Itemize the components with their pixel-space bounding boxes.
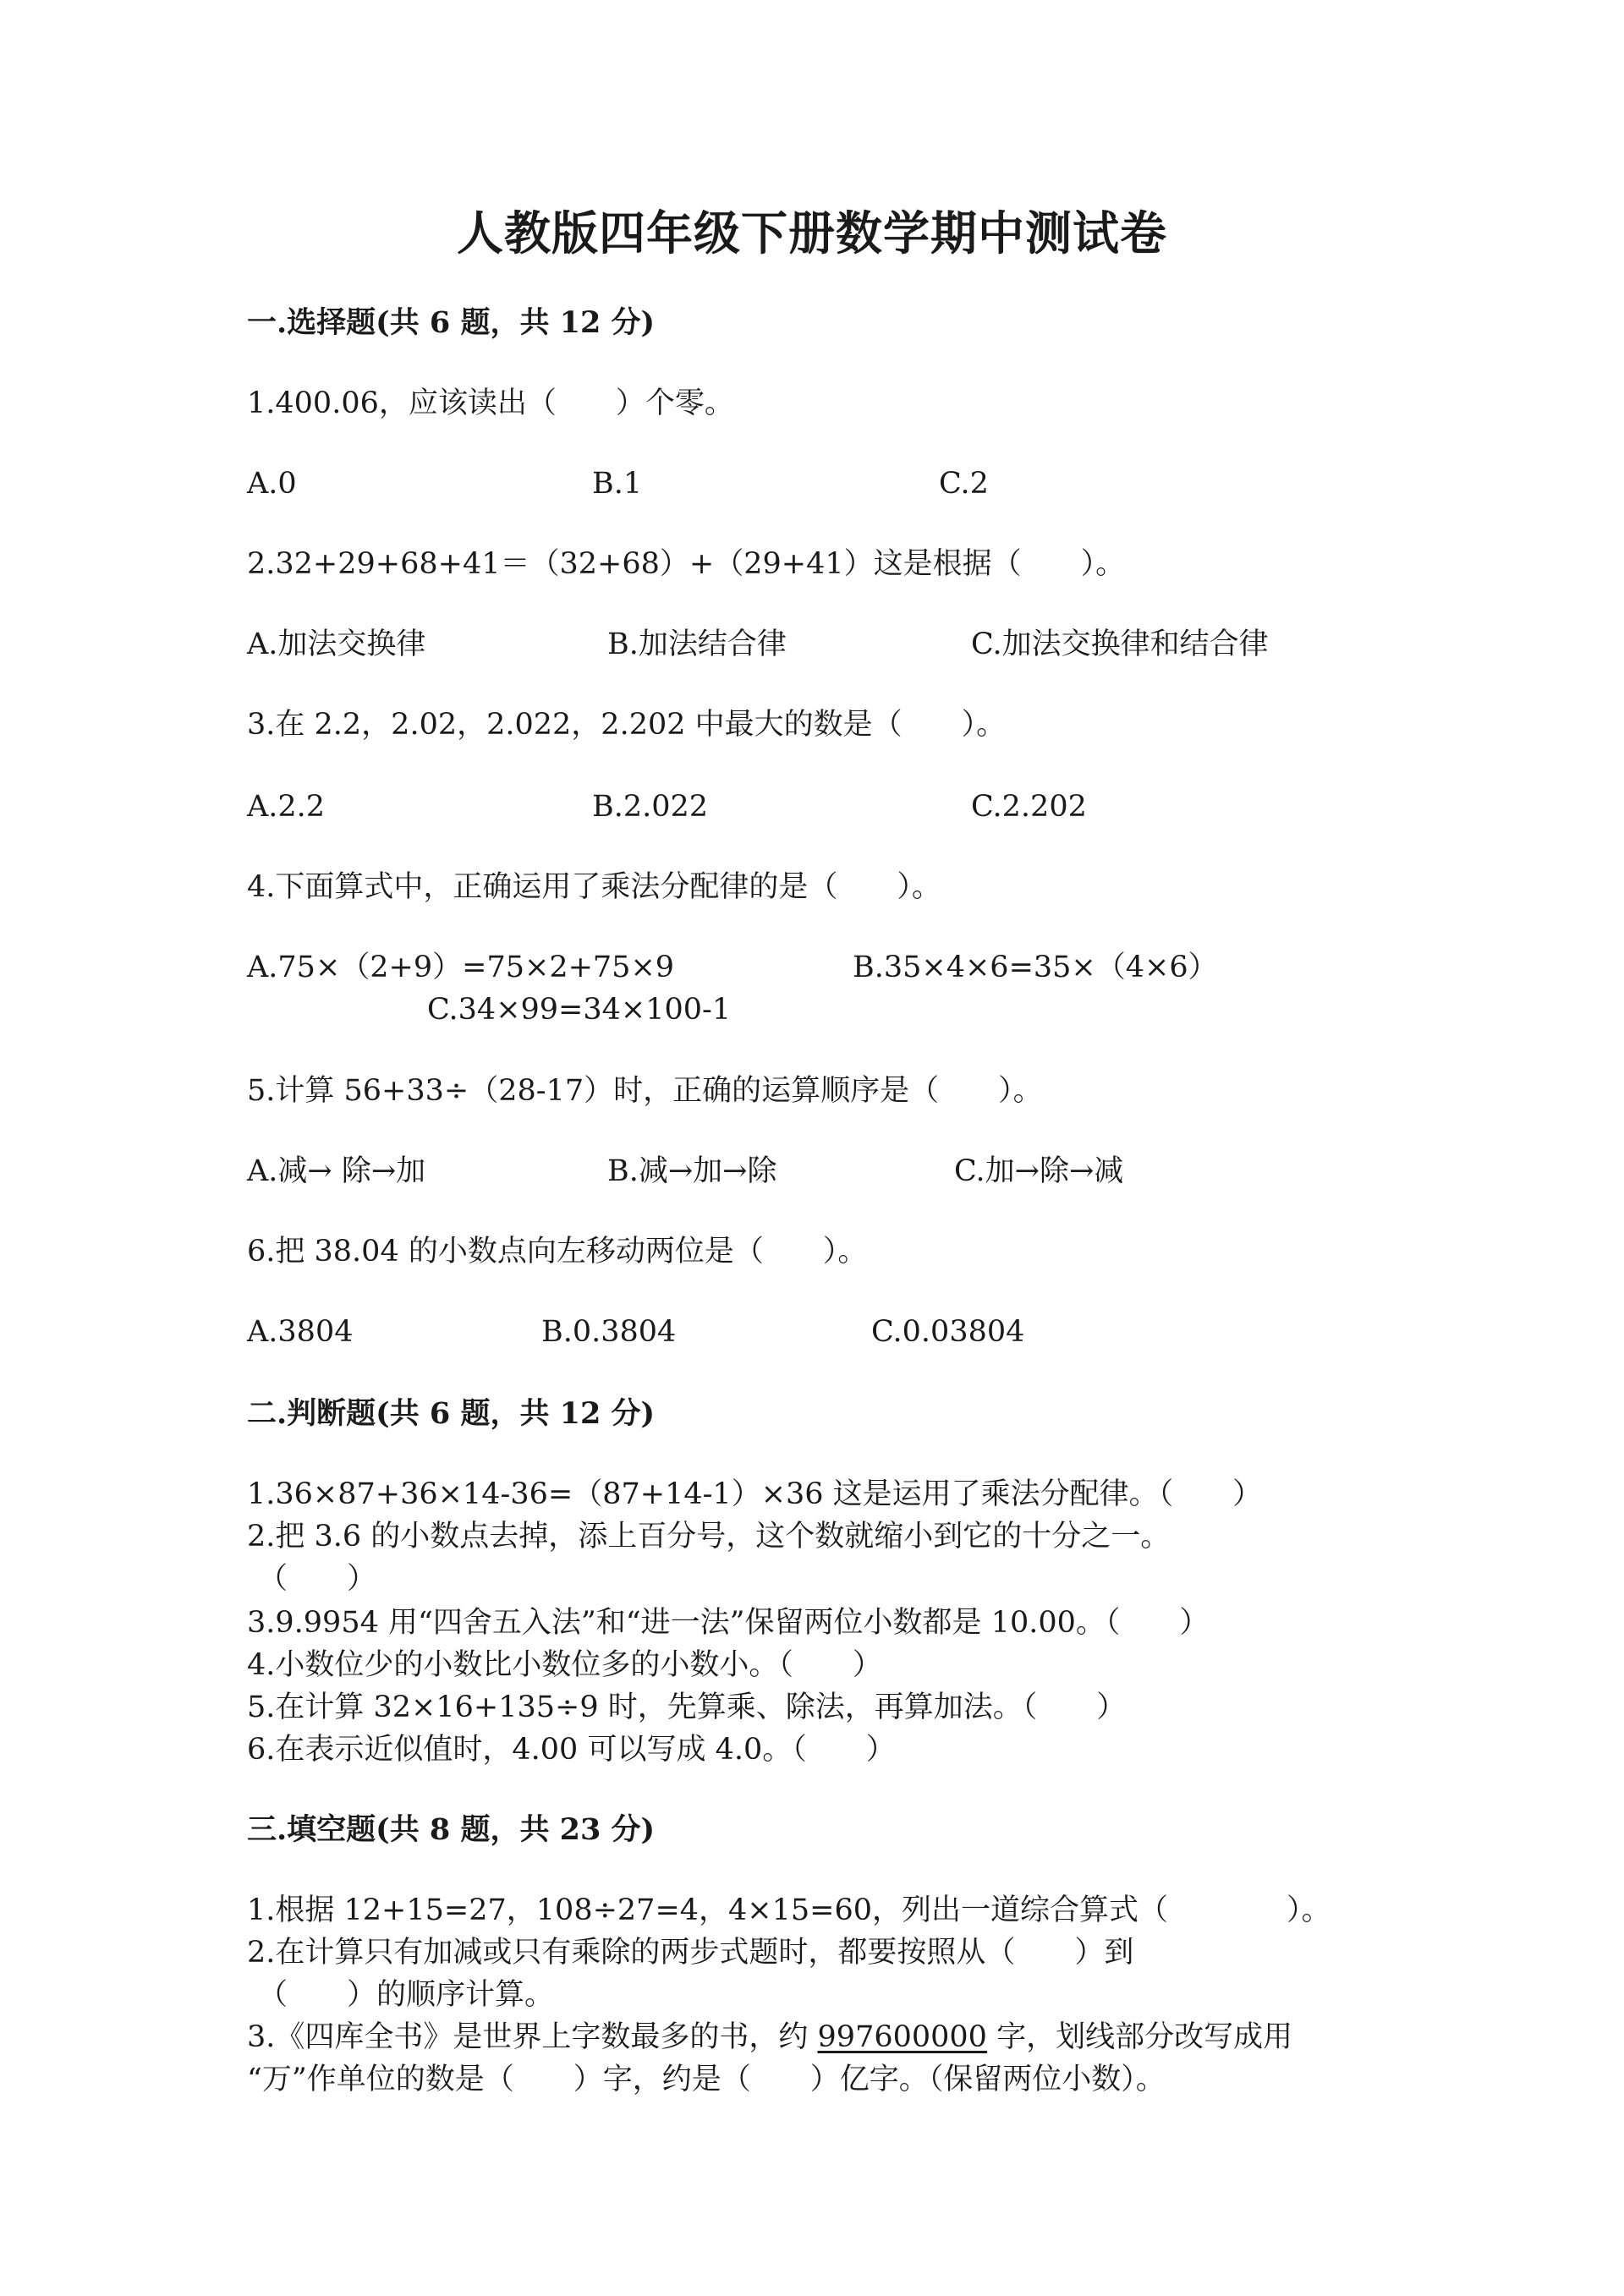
- judgement-line: 6.在表示近似值时，4.00 可以写成 4.0。（ ）: [247, 1733, 896, 1767]
- question-text: 2.32+29+68+41＝（32+68）+（29+41）这是根据（ ）。: [247, 547, 1126, 581]
- question-text: 4.下面算式中，正确运用了乘法分配律的是（ ）。: [247, 870, 941, 904]
- fill-in-line: “万”作单位的数是（ ）字，约是（ ）亿字。（保留两位小数）。: [247, 2063, 1166, 2096]
- fill-in-line: 2.在计算只有加减或只有乘除的两步式题时，都要按照从（ ）到: [247, 1936, 1134, 1970]
- judgement-line: 5.在计算 32×16+135÷9 时，先算乘、除法，再算加法。（ ）: [247, 1690, 1127, 1724]
- judgement-line: 1.36×87+36×14-36=（87+14-1）×36 这是运用了乘法分配律。（ ）: [247, 1477, 1263, 1511]
- option-a: A.加法交换律: [247, 627, 426, 661]
- q3-underlined-number: 997600000: [817, 2020, 987, 2054]
- judgement-line: 2.把 3.6 的小数点去掉，添上百分号，这个数就缩小到它的十分之一。: [247, 1520, 1171, 1553]
- section-heading-choice: 一.选择题(共 6 题，共 12 分): [247, 305, 656, 340]
- judgement-line: （ ）: [258, 1562, 377, 1596]
- option-a: A.2.2: [247, 790, 326, 824]
- option-b: B.1: [592, 467, 643, 501]
- option-a: A.75×（2+9）=75×2+75×9: [247, 951, 675, 984]
- option-c: C.34×99=34×100-1: [427, 993, 732, 1027]
- option-b: B.2.022: [592, 790, 709, 824]
- question-text: 6.把 38.04 的小数点向左移动两位是（ ）。: [247, 1235, 868, 1269]
- option-c: C.2: [939, 467, 989, 501]
- option-c: C.加→除→减: [954, 1154, 1124, 1188]
- section-heading-fill-in: 三.填空题(共 8 题，共 23 分): [247, 1812, 656, 1847]
- q3-prefix: 3.《四库全书》是世界上字数最多的书，约: [247, 2020, 818, 2054]
- fill-in-line: 1.根据 12+15=27，108÷27=4，4×15=60，列出一道综合算式（ ）。: [247, 1893, 1331, 1927]
- option-b: B.加法结合律: [607, 627, 787, 661]
- q3-suffix: 字，划线部分改写成用: [986, 2020, 1293, 2054]
- option-b: B.减→加→除: [607, 1154, 777, 1188]
- fill-in-line: （ ）的顺序计算。: [258, 1978, 555, 2012]
- judgement-line: 3.9.9954 用“四舍五入法”和“进一法”保留两位小数都是 10.00。（ ）: [247, 1606, 1210, 1640]
- option-b: B.35×4×6=35×（4×6）: [853, 951, 1218, 984]
- option-a: A.0: [247, 467, 297, 501]
- question-text: 3.在 2.2，2.02，2.022，2.202 中最大的数是（ ）。: [247, 708, 1007, 742]
- page-title: 人教版四年级下册数学期中测试卷: [456, 205, 1167, 260]
- section-heading-judgement: 二.判断题(共 6 题，共 12 分): [247, 1396, 656, 1431]
- option-a: A.3804: [247, 1315, 354, 1349]
- judgement-line: 4.小数位少的小数比小数位多的小数小。（ ）: [247, 1648, 882, 1682]
- question-text: 5.计算 56+33÷（28-17）时，正确的运算顺序是（ ）。: [247, 1074, 1043, 1108]
- question-text: 1.400.06，应该读出（ ）个零。: [247, 386, 734, 420]
- option-b: B.0.3804: [541, 1315, 677, 1349]
- option-c: C.加法交换律和结合律: [971, 627, 1269, 661]
- option-c: C.2.202: [971, 790, 1087, 824]
- option-a: A.减→ 除→加: [247, 1154, 426, 1188]
- option-c: C.0.03804: [871, 1315, 1025, 1349]
- fill-in-line-q3: [247, 2019, 1292, 2056]
